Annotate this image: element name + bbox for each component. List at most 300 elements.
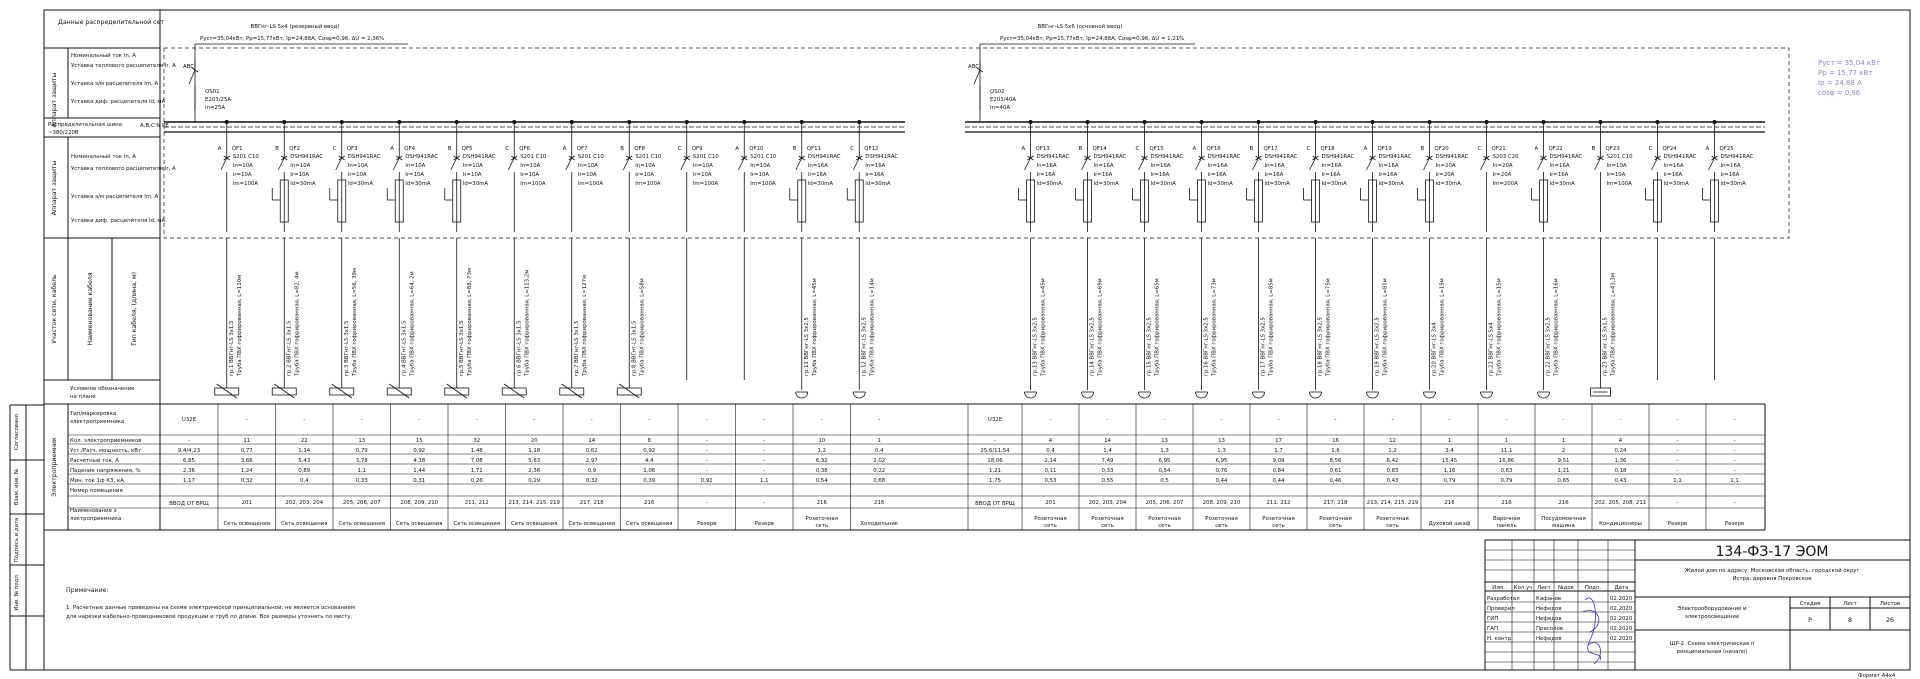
cell-qty: 1	[1447, 438, 1452, 444]
cable-type: Труба ПВХ гофрированная, L=64, 2м	[409, 271, 416, 376]
cell-qty: 14	[1104, 438, 1111, 444]
cell-room: 205, 206, 207	[342, 500, 381, 506]
bus-node	[1599, 120, 1602, 123]
cable-type: Труба ПВХ гофрированная, L=85м	[1268, 278, 1275, 376]
cell-isc: 0,5	[1160, 478, 1169, 484]
cell-du: 1,21	[1557, 468, 1570, 474]
breaker-rating: Ir=16A	[1321, 172, 1341, 178]
cell-du: 0,18	[1614, 468, 1627, 474]
cell-cur: 6,42	[1386, 458, 1399, 464]
bus-node	[1542, 120, 1545, 123]
cell-isc: 0,65	[1557, 478, 1570, 484]
cable-name: гр.20 ВВГнг-LS 3х4	[1431, 322, 1438, 376]
side-stamp: Подпись и дата	[14, 517, 20, 563]
row-label: Падение напряжения, %	[70, 468, 141, 474]
consumer-name: Резерв	[754, 521, 774, 527]
cable-type: Труба ПВХ гофрированная, L=75м	[1325, 278, 1332, 376]
consumer-name: Варочная	[1493, 516, 1520, 522]
breaker-rating: Ir=10A	[750, 172, 770, 178]
cell-du: 0,33	[1101, 468, 1114, 474]
cell-pwr: 1,4	[1103, 448, 1112, 454]
breaker-rating: Ir=10A	[347, 172, 367, 178]
stamp-col-head: Дата	[1614, 585, 1629, 591]
stamp-col-head: Подп.	[1584, 585, 1602, 591]
signature-scribbles	[1582, 598, 1601, 664]
doc-section: Электрооборудование и	[1677, 606, 1747, 612]
cell-du: 0,76	[1215, 468, 1228, 474]
cable-name: гр.3 ВВГнг-LS 3х1,5	[343, 320, 350, 376]
cell-isc: 0,55	[1101, 478, 1114, 484]
cell-pwr: 1,7	[1274, 448, 1283, 454]
cell-pwr: 11,1	[1500, 448, 1513, 454]
cell-isc: 0,29	[528, 478, 541, 484]
cell-pwr: 0,79	[355, 448, 368, 454]
consumer-name: Розеточная	[1091, 516, 1124, 522]
breaker-rating: In=10A	[405, 163, 426, 169]
breaker-rating: S201 C10	[1606, 154, 1633, 160]
row-label: Мин. ток 1ф К3, кА	[70, 478, 124, 484]
stamp-role: Проверил	[1487, 606, 1515, 612]
cell-room: -	[763, 500, 766, 506]
cable-type: Труба ПВХ гофрированная, L=16м	[1553, 278, 1560, 376]
cell-type: -	[1505, 417, 1508, 423]
breaker-rating: Id=30mA	[462, 181, 489, 187]
doc-code: 134-ФЗ-17 ЭОМ	[1715, 544, 1829, 560]
cable-name: гр.11 ВВГнг-LS 3х2,5	[803, 317, 810, 376]
breaker-rating: S201 C10	[692, 154, 719, 160]
cable-type: Труба ПВХ гофрированная, L=14м	[869, 278, 876, 376]
cell-qty: 20	[530, 438, 538, 444]
cell-room: 211, 212	[464, 500, 489, 506]
cell-qty: 10	[818, 438, 826, 444]
cell-du: 1,16	[1443, 468, 1456, 474]
group-qf-label: QF7	[576, 146, 588, 152]
breaker-rating: Ir=10A	[232, 172, 252, 178]
lamp-symbol	[560, 388, 584, 395]
header-protection-param: Номинальный ток In, А	[71, 53, 136, 59]
input-breaker-label: QS02	[990, 89, 1005, 95]
group-qf-label: QF15	[1149, 146, 1164, 152]
group-qf-label: QF6	[519, 146, 531, 152]
bus-node	[1485, 120, 1488, 123]
group-qf-label: QF8	[634, 146, 646, 152]
breaker-rating: In=10A	[577, 163, 598, 169]
cable-name: гр.21 ВВГнг-LS 5х4	[1488, 322, 1495, 376]
sheet-format: Формат А4х4	[1858, 673, 1896, 679]
bus-node	[685, 120, 688, 123]
group-phase: A	[562, 146, 567, 152]
side-stamp: Взам. инв. №	[14, 468, 20, 506]
cell-isc: 1,1	[759, 478, 769, 484]
breaker-rating: In=10A	[692, 163, 713, 169]
breaker-rating: In=16A	[1036, 163, 1057, 169]
cell-pwr: 2	[1561, 448, 1566, 454]
consumer-name: Духовой шкаф	[1428, 521, 1471, 527]
breaker-rating: DSH941RAC	[1036, 154, 1070, 160]
consumer-name: Сеть освещения	[223, 521, 271, 527]
doc-sheet-title-2: ринципиальная (начало)	[1676, 649, 1748, 655]
cell-pwr: 0,62	[585, 448, 598, 454]
breaker-rating: S203 C20	[1492, 154, 1519, 160]
input-breaker-blade	[189, 70, 195, 84]
consumer-name-2: сеть	[1101, 523, 1114, 529]
sheets-value: 26	[1886, 617, 1894, 624]
input-cell: U32E	[987, 417, 1003, 423]
group-phase: B	[1078, 146, 1083, 152]
header-protection-label-2: Аппарат защиты	[51, 160, 58, 216]
breaker-rating: Ir=10A	[692, 172, 712, 178]
sheet-frame	[44, 10, 1910, 670]
breaker-rating: Id=30mA	[865, 181, 891, 187]
cell-du: 0,89	[298, 468, 311, 474]
group-phase: B	[1249, 146, 1254, 152]
consumer-name: Розеточная	[1205, 516, 1238, 522]
socket-symbol	[1139, 392, 1151, 398]
breaker-rating: In=10A	[462, 163, 483, 169]
group-phase: C	[677, 146, 682, 152]
breaker-rating: In=16A	[865, 163, 886, 169]
input-cell: 18,06	[987, 458, 1003, 464]
cell-du: 0,54	[1158, 468, 1171, 474]
group-qf-label: QF17	[1263, 146, 1278, 152]
cell-room: 202, 203, 204	[285, 500, 324, 506]
breaker-rating: DSH941RAC	[1720, 154, 1754, 160]
breaker-rating: Id=30mA	[1435, 181, 1461, 187]
consumer-name: Розеточная	[1376, 516, 1409, 522]
input-cell: 25,6/11,54	[980, 448, 1010, 454]
cable-type: Труба ПВХ гофрированная, L=127м	[581, 274, 588, 376]
consumer-name-2: сеть	[1158, 523, 1171, 529]
cell-room: 208, 209, 210	[1202, 500, 1241, 506]
cell-du: -	[763, 468, 766, 474]
cell-isc: 1,1	[1673, 478, 1682, 484]
stamp-date: 02.2020	[1610, 626, 1633, 632]
cell-qty: 4	[1048, 438, 1053, 444]
cable-name: гр.12 ВВГнг-LS 3х2,5	[861, 317, 868, 376]
cell-isc: 0,68	[873, 478, 886, 484]
group-phase: C	[1477, 146, 1482, 152]
cell-isc: 1,1	[1730, 478, 1739, 484]
cable-type: Труба ПВХ гофрированная, L=113,2м	[524, 269, 531, 376]
stage-value: Р	[1808, 617, 1812, 624]
cable-name: гр.1 ВВГнг-LS 3х1,5	[228, 320, 235, 376]
cell-qty: 1	[1561, 438, 1566, 444]
group-qf-label: QF3	[346, 146, 358, 152]
breaker-rating: Id=30mA	[807, 181, 834, 187]
breaker-rating: Id=30mA	[290, 181, 316, 187]
cell-du: 0,11	[1044, 468, 1057, 474]
cell-room: -	[1676, 500, 1679, 506]
consumer-name: Кондиционеры	[1599, 521, 1642, 527]
breaker-rating: DSH941RAC	[1378, 154, 1412, 160]
cell-isc: 0,32	[585, 478, 598, 484]
cell-pwr: 0,24	[1614, 448, 1627, 454]
consumer-name-2: машина	[1552, 523, 1575, 529]
consumer-name: Розеточная	[1319, 516, 1352, 522]
consumer-name: Сеть освещения	[568, 521, 616, 527]
consumer-name-2: сеть	[1215, 523, 1228, 529]
cell-type: -	[1733, 417, 1736, 423]
cell-pwr: 1,2	[1388, 448, 1397, 454]
socket-symbol	[853, 392, 865, 398]
cell-cur: 3,78	[355, 458, 368, 464]
cell-room: 208, 209, 210	[400, 500, 439, 506]
cell-qty: 16	[1332, 438, 1339, 444]
socket-symbol	[1196, 392, 1208, 398]
cell-isc: 0,43	[1386, 478, 1399, 484]
breaker-rating: S201 C10	[520, 154, 547, 160]
breaker-rating: DSH941RAC	[865, 154, 899, 160]
breaker-rating: Ir=16A	[1264, 172, 1284, 178]
breaker-rating: DSH941RAC	[1150, 154, 1184, 160]
summary-line: Pр = 15,77 кВт	[1818, 69, 1873, 77]
cell-room: 216	[1444, 500, 1455, 506]
feeder-right-params: Руст=35,04кВт, Рр=15,77кВт, Iр=24,88А, Cosφ=0,96, ΔU = 1,21%	[1000, 36, 1185, 42]
sheet-value: 8	[1848, 617, 1852, 624]
consumer-name-2: сеть	[1329, 523, 1342, 529]
group-qf-label: QF4	[404, 146, 416, 152]
summary-line: Pуст = 35,04 кВт	[1818, 59, 1880, 67]
cable-name: гр.22 ВВГнг-LS 3х2,5	[1545, 317, 1552, 376]
cell-cur: -	[1733, 458, 1736, 464]
cell-qty: 8	[647, 438, 651, 444]
cell-room: 201	[1045, 500, 1056, 506]
breaker-rating: In=16A	[1549, 163, 1570, 169]
summary-line: Iр = 24,88 А	[1818, 79, 1862, 87]
side-stamp: Согласовано	[14, 413, 20, 451]
group-qf-label: QF22	[1548, 146, 1563, 152]
breaker-rating: DSH941RAC	[1093, 154, 1127, 160]
stamp-name: Прасолов	[1536, 626, 1563, 632]
bus-node	[340, 120, 343, 123]
group-phase: B	[620, 146, 624, 152]
breaker-rating: In=10A	[290, 163, 311, 169]
breaker-rating: Id=30mA	[1549, 181, 1575, 187]
breaker-rating: S201 C10	[232, 154, 259, 160]
cell-cur: 5,43	[298, 458, 311, 464]
cell-type: -	[418, 417, 421, 423]
stamp-col-head: Лист	[1537, 585, 1551, 591]
cell-pwr: 0,92	[413, 448, 426, 454]
group-qf-label: QF2	[289, 146, 301, 152]
breaker-rating: DSH941RAC	[1207, 154, 1241, 160]
cell-pwr: 0,4	[874, 448, 884, 454]
cell-cur: 3,66	[240, 458, 253, 464]
breaker-rating: S201 C10	[577, 154, 604, 160]
cell-room: 217, 218	[579, 500, 604, 506]
breaker-rating: Id=30mA	[1150, 181, 1176, 187]
notes-line: 1. Расчетные данные приведены на схеме электрической принципиальной, не является основанием	[66, 605, 355, 611]
feeder-phase: ABC	[183, 64, 195, 70]
doc-address: Жилой дом по адресу: Московская область, городской округ	[1684, 568, 1860, 574]
group-phase: A	[217, 146, 222, 152]
cell-type: -	[648, 417, 651, 423]
row-label: Тип/маркировка	[70, 411, 117, 417]
breaker-rating: In=16A	[1378, 163, 1399, 169]
cell-isc: 0,4	[299, 478, 309, 484]
lamp-symbol	[215, 388, 239, 395]
cell-du: 0,22	[873, 468, 886, 474]
bus-node	[570, 120, 573, 123]
row-label: лектроприемника	[70, 516, 122, 522]
bus-node	[628, 120, 631, 123]
breaker-rating: Im=100A	[635, 181, 661, 187]
breaker-rating: In=16A	[1150, 163, 1171, 169]
group-qf-label: QF14	[1092, 146, 1107, 152]
cell-type: -	[1676, 417, 1679, 423]
cell-cur: 6,95	[1158, 458, 1171, 464]
cell-isc: 0,44	[1215, 478, 1228, 484]
cable-type: Труба ПВХ гофрированная, L=110м	[236, 274, 243, 376]
cable-type: Труба ПВХ гофрированная, L=58м	[639, 278, 646, 376]
header-protection-param: Уставка э/м расцепителя Im, А	[71, 81, 159, 87]
cell-pwr: 1,48	[470, 448, 483, 454]
socket-symbol	[1253, 392, 1265, 398]
breaker-rating: DSH941RAC	[1264, 154, 1298, 160]
group-phase: B	[792, 146, 797, 152]
bus-node	[858, 120, 861, 123]
cell-type: -	[1562, 417, 1565, 423]
breaker-rating: DSH941RAC	[1663, 154, 1697, 160]
cell-cur: 4,38	[413, 458, 426, 464]
cell-pwr: 0,4	[1046, 448, 1055, 454]
cell-cur: 4,4	[644, 458, 654, 464]
cell-type: -	[1448, 417, 1451, 423]
header-plan-symbol-2: на плане	[70, 394, 96, 400]
consumer-name-2: сеть	[1386, 523, 1399, 529]
breaker-rating: Id=30mA	[1378, 181, 1404, 187]
breaker-rating: Ir=16A	[1720, 172, 1740, 178]
cable-name: гр.4 ВВГнг-LS 3х1,5	[401, 320, 408, 376]
breaker-rating: Id=30mA	[1264, 181, 1290, 187]
socket-symbol	[1025, 392, 1037, 398]
breaker-rating: Id=30mA	[347, 181, 374, 187]
notes-title: Примечание:	[66, 587, 109, 594]
breaker-rating: Ir=20A	[1492, 172, 1512, 178]
bus-node	[1314, 120, 1317, 123]
bus-node	[1086, 120, 1089, 123]
breaker-rating: DSH941RAC	[462, 154, 496, 160]
breaker-rating: DSH941RAC	[405, 154, 439, 160]
breaker-rating: In=16A	[807, 163, 828, 169]
cable-type: Труба ПВХ гофрированная, L=88, 73м	[466, 267, 473, 376]
cell-cur: 9,51	[1557, 458, 1570, 464]
bus-node	[1029, 120, 1032, 123]
consumer-name: Посудомоечная	[1541, 516, 1586, 522]
header-protection-param: Уставка диф. расцепителя Id, мА	[71, 99, 166, 105]
consumer-name: Сеть освещения	[510, 521, 558, 527]
cell-pwr: 3,4	[1445, 448, 1454, 454]
cable-type: Труба ПВХ гофрированная, L=56, 39м	[351, 267, 358, 376]
breaker-rating: In=16A	[1663, 163, 1684, 169]
header-cable-name: Наименование кабеля	[87, 272, 94, 346]
row-label: электроприемника	[70, 419, 125, 425]
breaker-rating: Ir=16A	[1663, 172, 1683, 178]
row-label: Уст./Расч. мощность, кВт	[70, 448, 142, 454]
cable-name: гр.19 ВВГнг-LS 3х2,5	[1374, 317, 1381, 376]
cell-type: -	[1391, 417, 1394, 423]
stage-head: Стадия	[1799, 601, 1821, 607]
cable-name: гр.17 ВВГнг-LS 3х2,5	[1260, 317, 1267, 376]
row-label: Номер помещения	[70, 488, 123, 494]
cell-room: 216	[1501, 500, 1512, 506]
breaker-rating: Ir=10A	[577, 172, 597, 178]
cell-pwr: 1,6	[1331, 448, 1340, 454]
input-cell: 2,36	[182, 468, 196, 474]
group-phase: C	[1648, 146, 1653, 152]
breaker-rating: In=16A	[1207, 163, 1228, 169]
breaker-rating: Id=30mA	[1663, 181, 1689, 187]
cell-room: 213, 214, 215, 219	[1366, 500, 1419, 506]
cell-cur: 15,45	[1441, 458, 1458, 464]
input-breaker-label: E203/25A	[205, 97, 232, 103]
cell-cur: -	[1676, 458, 1679, 464]
group-phase: A	[390, 146, 394, 152]
cell-isc: 0,53	[1044, 478, 1057, 484]
breaker-rating: In=20A	[1492, 163, 1513, 169]
breaker-rating: In=16A	[1321, 163, 1342, 169]
group-phase: A	[735, 146, 739, 152]
cell-du: -	[705, 468, 708, 474]
breaker-rating: Ir=10A	[290, 172, 310, 178]
consumer-name: Розеточная	[1262, 516, 1295, 522]
consumer-name-2: сеть	[815, 523, 829, 529]
stamp-name: Нефедов	[1536, 636, 1562, 642]
doc-section-2: электроосвещение	[1684, 614, 1740, 620]
header-protection-label: Аппарат защиты	[51, 72, 58, 128]
cell-isc: 0,31	[413, 478, 426, 484]
consumer-name: Резерв	[1667, 521, 1688, 527]
breaker-rating: DSH941RAC	[1321, 154, 1355, 160]
breaker-rating: Id=30mA	[405, 181, 431, 187]
consumer-name-2: сеть	[1272, 523, 1285, 529]
group-phase: A	[1534, 146, 1539, 152]
cell-qty: 32	[473, 438, 481, 444]
cell-type: -	[763, 417, 766, 423]
consumer-name: Сеть освещения	[453, 521, 501, 527]
cable-name: гр.5 ВВГнг-LS 3х1,5	[458, 320, 465, 376]
group-qf-label: QF13	[1035, 146, 1050, 152]
breaker-rating: Ir=10A	[635, 172, 655, 178]
consumer-name: Сеть освещения	[338, 521, 386, 527]
header-protection-param: Уставка теплового расцепителя Ir, А	[71, 166, 176, 172]
breaker-rating: Ir=16A	[1093, 172, 1113, 178]
cell-du: 0,9	[587, 468, 597, 474]
cell-qty: 13	[1161, 438, 1168, 444]
feeder-right-title: ВВГнг-LS 5х6 (основной ввод)	[1037, 24, 1123, 30]
cell-qty: 13	[358, 438, 366, 444]
socket-symbol	[1310, 392, 1322, 398]
cable-name: гр.14 ВВГнг-LS 3х2,5	[1089, 317, 1096, 376]
cell-isc: 0,43	[1614, 478, 1627, 484]
cable-type: Труба ПВХ гофрированная, L=15м	[1496, 278, 1503, 376]
cell-type: -	[1619, 417, 1622, 423]
group-qf-label: QF16	[1206, 146, 1221, 152]
cell-qty: -	[1676, 438, 1679, 444]
cell-pwr: 1,14	[298, 448, 311, 454]
breaker-rating: In=16A	[1093, 163, 1114, 169]
group-phase: C	[332, 146, 337, 152]
input-cell: 1,75	[988, 478, 1002, 484]
bus-node	[800, 120, 803, 123]
consumer-name: Резерв	[1724, 521, 1745, 527]
cell-cur: 7,49	[1101, 458, 1114, 464]
breaker-rating: Ir=16A	[865, 172, 885, 178]
bus-node	[1371, 120, 1374, 123]
breaker-rating: Ir=16A	[807, 172, 827, 178]
row-label: Кол. электроприемников	[70, 438, 142, 444]
cell-pwr: 1,3	[1217, 448, 1226, 454]
